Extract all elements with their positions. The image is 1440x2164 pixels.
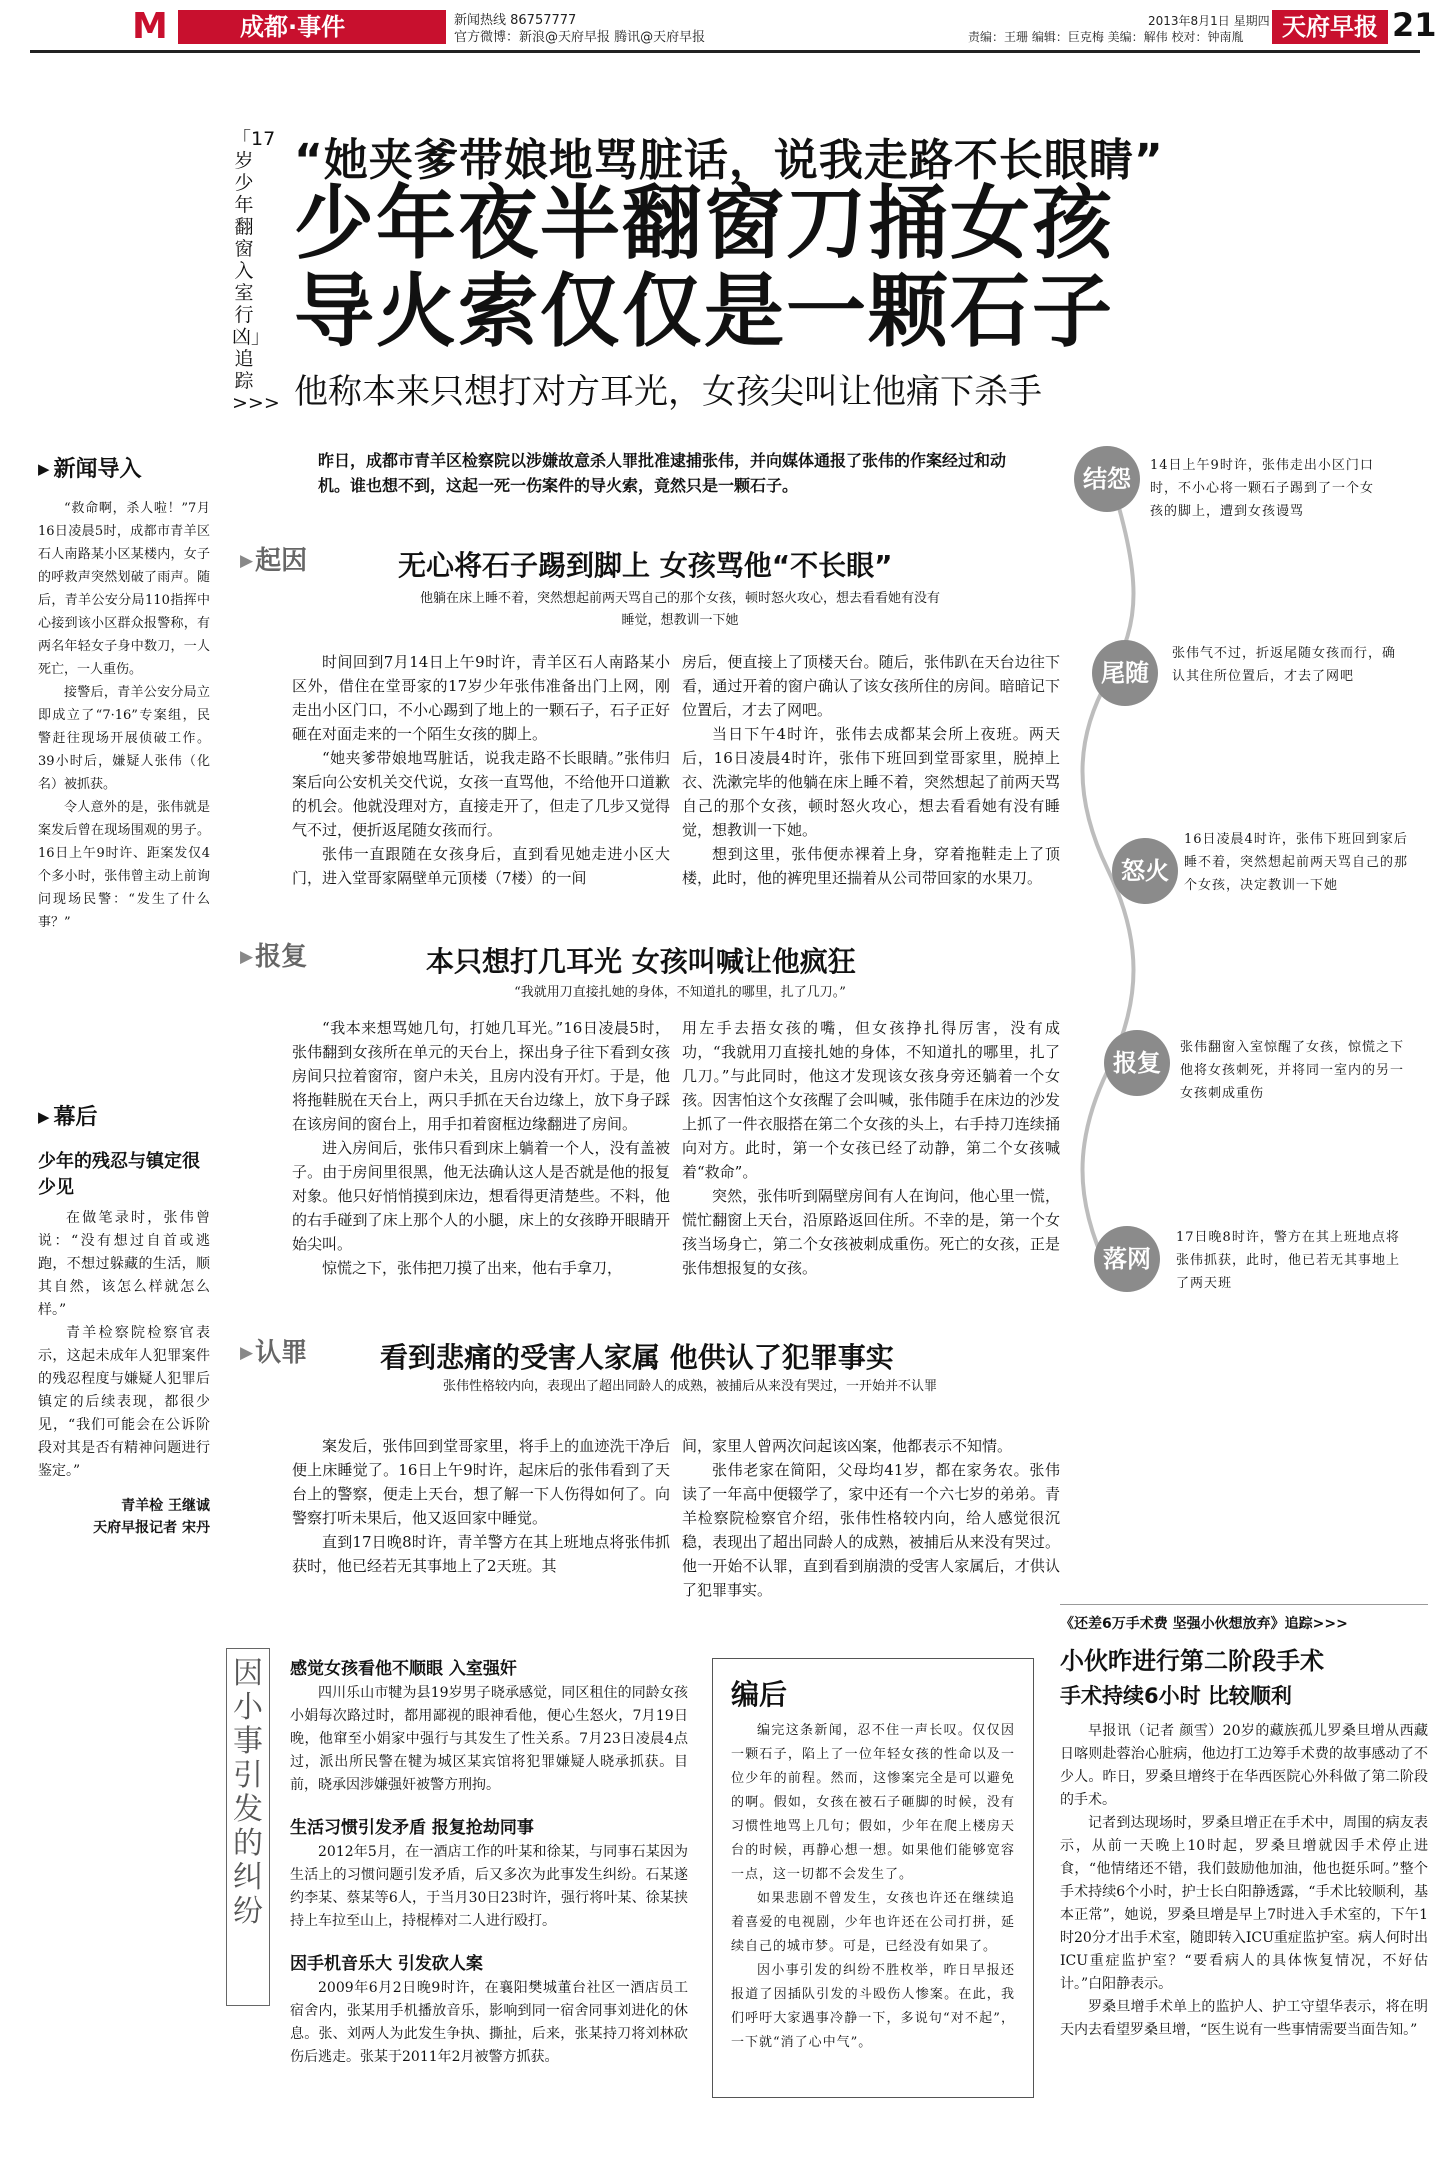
headline-line-2: 导火索仅仅是一颗石子	[294, 265, 1114, 358]
body-paragraph: 案发后，张伟回到堂哥家里，将手上的血迹洗干净后便上床睡觉了。16日上午9时许，起床后的张伟看到了天台上的警察，便走上天台，想了解一下人伤得如何了。向警察打听未果后，他又返回家中睡觉。	[292, 1437, 670, 1527]
section-title-confession: 看到悲痛的受害人家属 他供认了犯罪事实	[380, 1341, 894, 1374]
editor-postscript	[712, 1658, 1034, 2098]
intro-paragraph: 接警后，青羊公安分局立即成立了“7·16”专案组，民警赶往现场开展侦破工作。39小时后，嫌疑人张伟（化名）被抓获。	[38, 685, 210, 792]
subheadline: 他称本来只想打对方耳光，女孩尖叫让他痛下杀手	[294, 372, 1042, 412]
body-paragraph: 张伟一直跟随在女孩身后，直到看见她走进小区大门，进入堂哥家隔壁单元顶楼（7楼）的一间	[292, 845, 670, 887]
followup-series: 《还差6万手术费 坚强小伙想放弃》追踪>>>	[1060, 1616, 1348, 1632]
body-paragraph: 时间回到7月14日上午9时许，青羊区石人南路某小区外，借住在堂哥家的17岁少年张伟准备出门上网，刚走出小区门口，不小心踢到了地上的一颗石子，石子正好砸在对面走来的一个陌生女孩的脚上。	[292, 653, 670, 743]
series-label: 「17岁少年翻窗入室行凶」追踪>>>	[232, 128, 280, 414]
news-intro-box	[38, 452, 210, 934]
followup-headline: 小伙昨进行第二阶段手术	[1060, 1647, 1324, 1675]
section-body-col1	[292, 1016, 670, 1280]
followup-paragraph: 记者到达现场时，罗桑旦增正在手术中，周围的病友表示，从前一天晚上10时起，罗桑旦增就因手术停止进食，“他情绪还不错，我们鼓励他加油，他也挺乐呵。”整个手术持续6个小时，护士长白阳静透露，“手术比较顺利，基本正常”，她说，罗桑旦增是早上7时进入手术室的，下午1时20分才出手术室，随即转入ICU重症监护室。病人何时出ICU重症监护室？“要看病人的具体恢复情况，不好估计。”白阳静表示。	[1060, 1815, 1428, 1992]
body-paragraph: 当日下午4时许，张伟去成都某会所上夜班。两天后，16日凌晨4时许，张伟下班回到堂哥家里，脱掉上衣、洗漱完毕的他躺在床上睡不着，突然想起了前两天骂自己的那个女孩，顿时怒火攻心，想去看看她有没有睡觉，想教训一下她。	[682, 725, 1060, 839]
paper-name: 天府早报	[1272, 10, 1388, 44]
intro-title: ▶ 新闻导入	[38, 452, 210, 483]
timeline-text: 张伟翻窗入室惊醒了女孩，惊慌之下他将女孩刺死，并将同一室内的另一女孩刺成重伤	[1180, 1040, 1405, 1101]
postscript-title: 编后	[731, 1678, 788, 1711]
byline-reporter: 天府早报记者 宋丹	[93, 1520, 210, 1536]
intro-paragraph: 令人意外的是，张伟就是案发后曾在现场围观的男子。16日上午9时许、距案发仅4个多小时，张伟曾主动上前询问现场民警：“发生了什么事？”	[38, 800, 210, 930]
headline-kicker: “她夹爹带娘地骂脏话，说我走路不长眼睛”	[294, 135, 1164, 186]
timeline-node: 结怨	[1074, 446, 1140, 512]
headline-line-1: 少年夜半翻窗刀捅女孩	[294, 177, 1114, 270]
followup-paragraph: 早报讯（记者 颜雪）20岁的藏族孤儿罗桑旦增从西藏日喀则赴蓉治心脏病，他边打工边筹手术费的故事感动了不少人。昨日，罗桑旦增终于在华西医院心外科做了第二阶段的手术。	[1060, 1723, 1428, 1808]
section-title-revenge: 本只想打几耳光 女孩叫喊让他疯狂	[426, 945, 856, 978]
page-number: 21	[1392, 6, 1437, 44]
intro-paragraph: “救命啊，杀人啦！”7月16日凌晨5时，成都市青羊区石人南路某小区某楼内，女子的呼救声突然划破了雨声。随后，青羊公安分局110指挥中心接到该小区群众报警称，有两名年轻女子身中数刀，一人死亡，一人重伤。	[38, 501, 210, 677]
section-body-col1	[292, 650, 670, 890]
case-title: 生活习惯引发矛盾 报复抢劫同事	[290, 1818, 534, 1838]
body-paragraph: 突然，张伟听到隔壁房间有人在询问，他心里一慌，慌忙翻窗上天台，沿原路返回住所。不幸的是，第一个女孩当场身亡，第二个女孩被刺成重伤。死亡的女孩，正是张伟想报复的女孩。	[682, 1187, 1060, 1277]
related-cases	[290, 1656, 688, 2069]
case-title: 因手机音乐大 引发砍人案	[290, 1954, 483, 1974]
backstage-paragraph: 在做笔录时，张伟曾说：“没有想过自首或逃跑，不想过躲藏的生活，顺其自然，该怎么样就怎么样。”	[38, 1210, 210, 1318]
timeline-text: 16日凌晨4时许，张伟下班回到家后睡不着，突然想起前两天骂自己的那个女孩，决定教训一下她	[1184, 832, 1409, 893]
case-text: 2012年5月，在一酒店工作的叶某和徐某，与同事石某因为生活上的习惯问题引发矛盾，后又多次为此事发生纠纷。石某遂约李某、蔡某等6人，于当月30日23时许，强行将叶某、徐某挟持上车拉至山上，持棍棒对二人进行殴打。	[290, 1844, 688, 1929]
timeline-node: 怒火	[1112, 838, 1178, 904]
body-paragraph: “我本来想骂她几句，打她几耳光。”16日凌晨5时，张伟翻到女孩所在单元的天台上，探出身子往下看到女孩房间只拉着窗帘，窗户未关，且房内没有开灯。于是，他将拖鞋脱在天台上，两只手抓在天台边缘上，放下身子踩在该房间的窗台上，用手扣着窗框边缘翻进了房间。	[292, 1019, 670, 1133]
body-paragraph: 进入房间后，张伟只看到床上躺着一个人，没有盖被子。由于房间里很黑，他无法确认这人是否就是他的报复对象。他只好悄悄摸到床边，想看得更清楚些。不料，他的右手碰到了床上那个人的小腿，床上的女孩睁开眼睛开始尖叫。	[292, 1139, 670, 1253]
timeline-node: 落网	[1094, 1226, 1160, 1292]
backstage-paragraph: 青羊检察院检察官表示，这起未成年人犯罪案件的残忍程度与嫌疑人犯罪后镇定的后续表现，都很少见，“我们可能会在公诉阶段对其是否有精神问题进行鉴定。”	[38, 1325, 210, 1479]
followup-divider	[1060, 1604, 1428, 1605]
followup-paragraph: 罗桑旦增手术单上的监护人、护工守望华表示，将在明天内去看望罗桑旦增，“医生说有一些事情需要当面告知。”	[1060, 1999, 1428, 2038]
postscript-paragraph: 如果悲剧不曾发生，女孩也许还在继续追着喜爱的电视剧，少年也许还在公司打拼，延续自己的城市梦。可是，已经没有如果了。	[731, 1891, 1015, 1954]
section-body-col1	[292, 1434, 670, 1578]
section-body-col2	[682, 650, 1060, 890]
section-subtitle-confession: 张伟性格较内向，表现出了超出同龄人的成熟，被捕后从来没有哭过，一开始并不认罪	[442, 1379, 937, 1394]
backstage-box	[38, 1100, 210, 1539]
section-tag-cause: ▶ 起因	[240, 540, 307, 577]
lead-paragraph: 昨日，成都市青羊区检察院以涉嫌故意杀人罪批准逮捕张伟，并向媒体通报了张伟的作案经过和动机。谁也想不到，这起一死一伤案件的导火索，竟然只是一颗石子。	[318, 451, 1007, 495]
backstage-heading: 少年的残忍与镇定很少见	[38, 1151, 200, 1198]
body-paragraph: 间，家里人曾两次问起该凶案，他都表示不知情。	[682, 1437, 1013, 1455]
related-vertical-title: 因小事引发的纠纷	[226, 1648, 270, 2006]
header-divider	[30, 50, 1420, 53]
timeline-text: 14日上午9时许，张伟走出小区门口时，不小心将一颗石子踢到了一个女孩的脚上，遭到女孩谩骂	[1150, 458, 1375, 519]
followup-story	[1060, 1604, 1428, 2042]
body-paragraph: 想到这里，张伟便赤裸着上身，穿着拖鞋走上了顶楼，此时，他的裤兜里还揣着从公司带回家的水果刀。	[682, 845, 1060, 887]
timeline-node: 尾随	[1092, 640, 1158, 706]
section-tag-revenge: ▶ 报复	[240, 936, 307, 973]
postscript-paragraph: 因小事引发的纠纷不胜枚举，昨日早报还报道了因插队引发的斗殴伤人惨案。在此，我们呼吁大家遇事冷静一下，多说句“对不起”，一下就“消了心中气”。	[731, 1963, 1015, 2050]
case-text: 2009年6月2日晚9时许，在襄阳樊城董台社区一酒店员工宿舍内，张某用手机播放音乐，影响到同一宿舍同事刘进化的休息。张、刘两人为此发生争执、撕扯，后来，张某持刀将刘林砍伤后逃走。张某于2011年2月被警方抓获。	[290, 1980, 688, 2065]
masthead-logo: M	[132, 6, 168, 47]
case-text: 四川乐山市犍为县19岁男子晓承感觉，同区租住的同龄女孩小娟每次路过时，都用鄙视的眼神看他，便心生怒火，7月19日晚，他窜至小娟家中强行与其发生了性关系。7月23日凌晨4点过，派出所民警在犍为城区某宾馆将犯罪嫌疑人晓承抓获。目前，晓承因涉嫌强奸被警方刑拘。	[290, 1685, 688, 1793]
body-paragraph: “她夹爹带娘地骂脏话，说我走路不长眼睛。”张伟归案后向公安机关交代说，女孩一直骂他，不给他开口道歉的机会。他就没理对方，直接走开了，但走了几步又觉得气不过，便折返尾随女孩而行。	[292, 749, 670, 839]
section-body-col2	[682, 1016, 1060, 1280]
issue-date: 2013年8月1日 星期四	[1148, 14, 1270, 28]
timeline-text: 17日晚8时许，警方在其上班地点将张伟抓获，此时，他已若无其事地上了两天班	[1176, 1230, 1401, 1291]
section-title-cause: 无心将石子踢到脚上 女孩骂他“不长眼”	[398, 549, 893, 582]
body-paragraph: 张伟老家在简阳，父母均41岁，都在家务农。张伟读了一年高中便辍学了，家中还有一个六七岁的弟弟。青羊检察院检察官介绍，张伟性格较内向，给人感觉很沉稳，表现出了超出同龄人的成熟，被捕后从来没有哭过。他一开始不认罪，直到看到崩溃的受害人家属后，才供认了犯罪事实。	[682, 1461, 1060, 1599]
weibo-text: 官方微博：新浪@天府早报 腾讯@天府早报	[454, 30, 706, 45]
body-paragraph: 房后，便直接上了顶楼天台。随后，张伟趴在天台边往下看，通过开着的窗户确认了该女孩所住的房间。暗暗记下位置后，才去了网吧。	[682, 653, 1060, 719]
body-paragraph: 惊慌之下，张伟把刀摸了出来，他右手拿刀，	[322, 1259, 623, 1277]
followup-subheadline: 手术持续6小时 比较顺利	[1060, 1684, 1292, 1708]
section-title: 成都·事件	[178, 10, 446, 44]
byline-prosecutor: 青羊检 王继诚	[121, 1498, 210, 1514]
main-headline	[294, 177, 1294, 358]
section-subtitle-revenge: “我就用刀直接扎她的身体，不知道扎的哪里，扎了几刀。”	[514, 985, 846, 1000]
postscript-paragraph: 编完这条新闻，忍不住一声长叹。仅仅因一颗石子，陷上了一位年轻女孩的性命以及一位少年的前程。然而，这惨案完全是可以避免的啊。假如，女孩在被石子砸脚的时候，没有习惯性地骂上几句；假如，少年在爬上楼房天台的时候，再静心想一想。如果他们能够宽容一点，这一切都不会发生了。	[731, 1723, 1015, 1882]
hotline-text: 新闻热线 86757777	[454, 13, 577, 28]
editor-credits: 责编：王珊 编辑：巨克梅 美编：解伟 校对：钟南胤	[968, 30, 1244, 44]
body-paragraph: 用左手去捂女孩的嘴，但女孩挣扎得厉害，没有成功，“我就用刀直接扎她的身体，不知道扎的哪里，扎了几刀。”与此同时，他这才发现该女孩身旁还躺着一个女孩。因害怕这个女孩醒了会叫喊，张伟随手在床边的沙发上抓了一件衣服搭在第二个女孩的头上，右手持刀连续捅向对方。此时，第一个女孩已经了动静，第二个女孩喊着“救命”。	[682, 1019, 1060, 1181]
case-title: 感觉女孩看他不顺眼 入室强奸	[290, 1659, 517, 1679]
timeline-node: 报复	[1104, 1030, 1170, 1096]
section-body-col2	[682, 1434, 1060, 1602]
section-subtitle-cause: 他躺在床上睡不着，突然想起前两天骂自己的那个女孩，顿时怒火攻心，想去看看她有没有睡觉，想教训一下她	[420, 591, 941, 628]
backstage-title: ▶ 幕后	[38, 1100, 210, 1131]
timeline-text: 张伟气不过，折返尾随女孩而行，确认其住所位置后，才去了网吧	[1172, 646, 1397, 684]
header-contact	[454, 12, 705, 46]
section-tag-confession: ▶ 认罪	[240, 1332, 307, 1369]
body-paragraph: 直到17日晚8时许，青羊警方在其上班地点将张伟抓获时，他已经若无其事地上了2天班。其	[292, 1533, 670, 1575]
